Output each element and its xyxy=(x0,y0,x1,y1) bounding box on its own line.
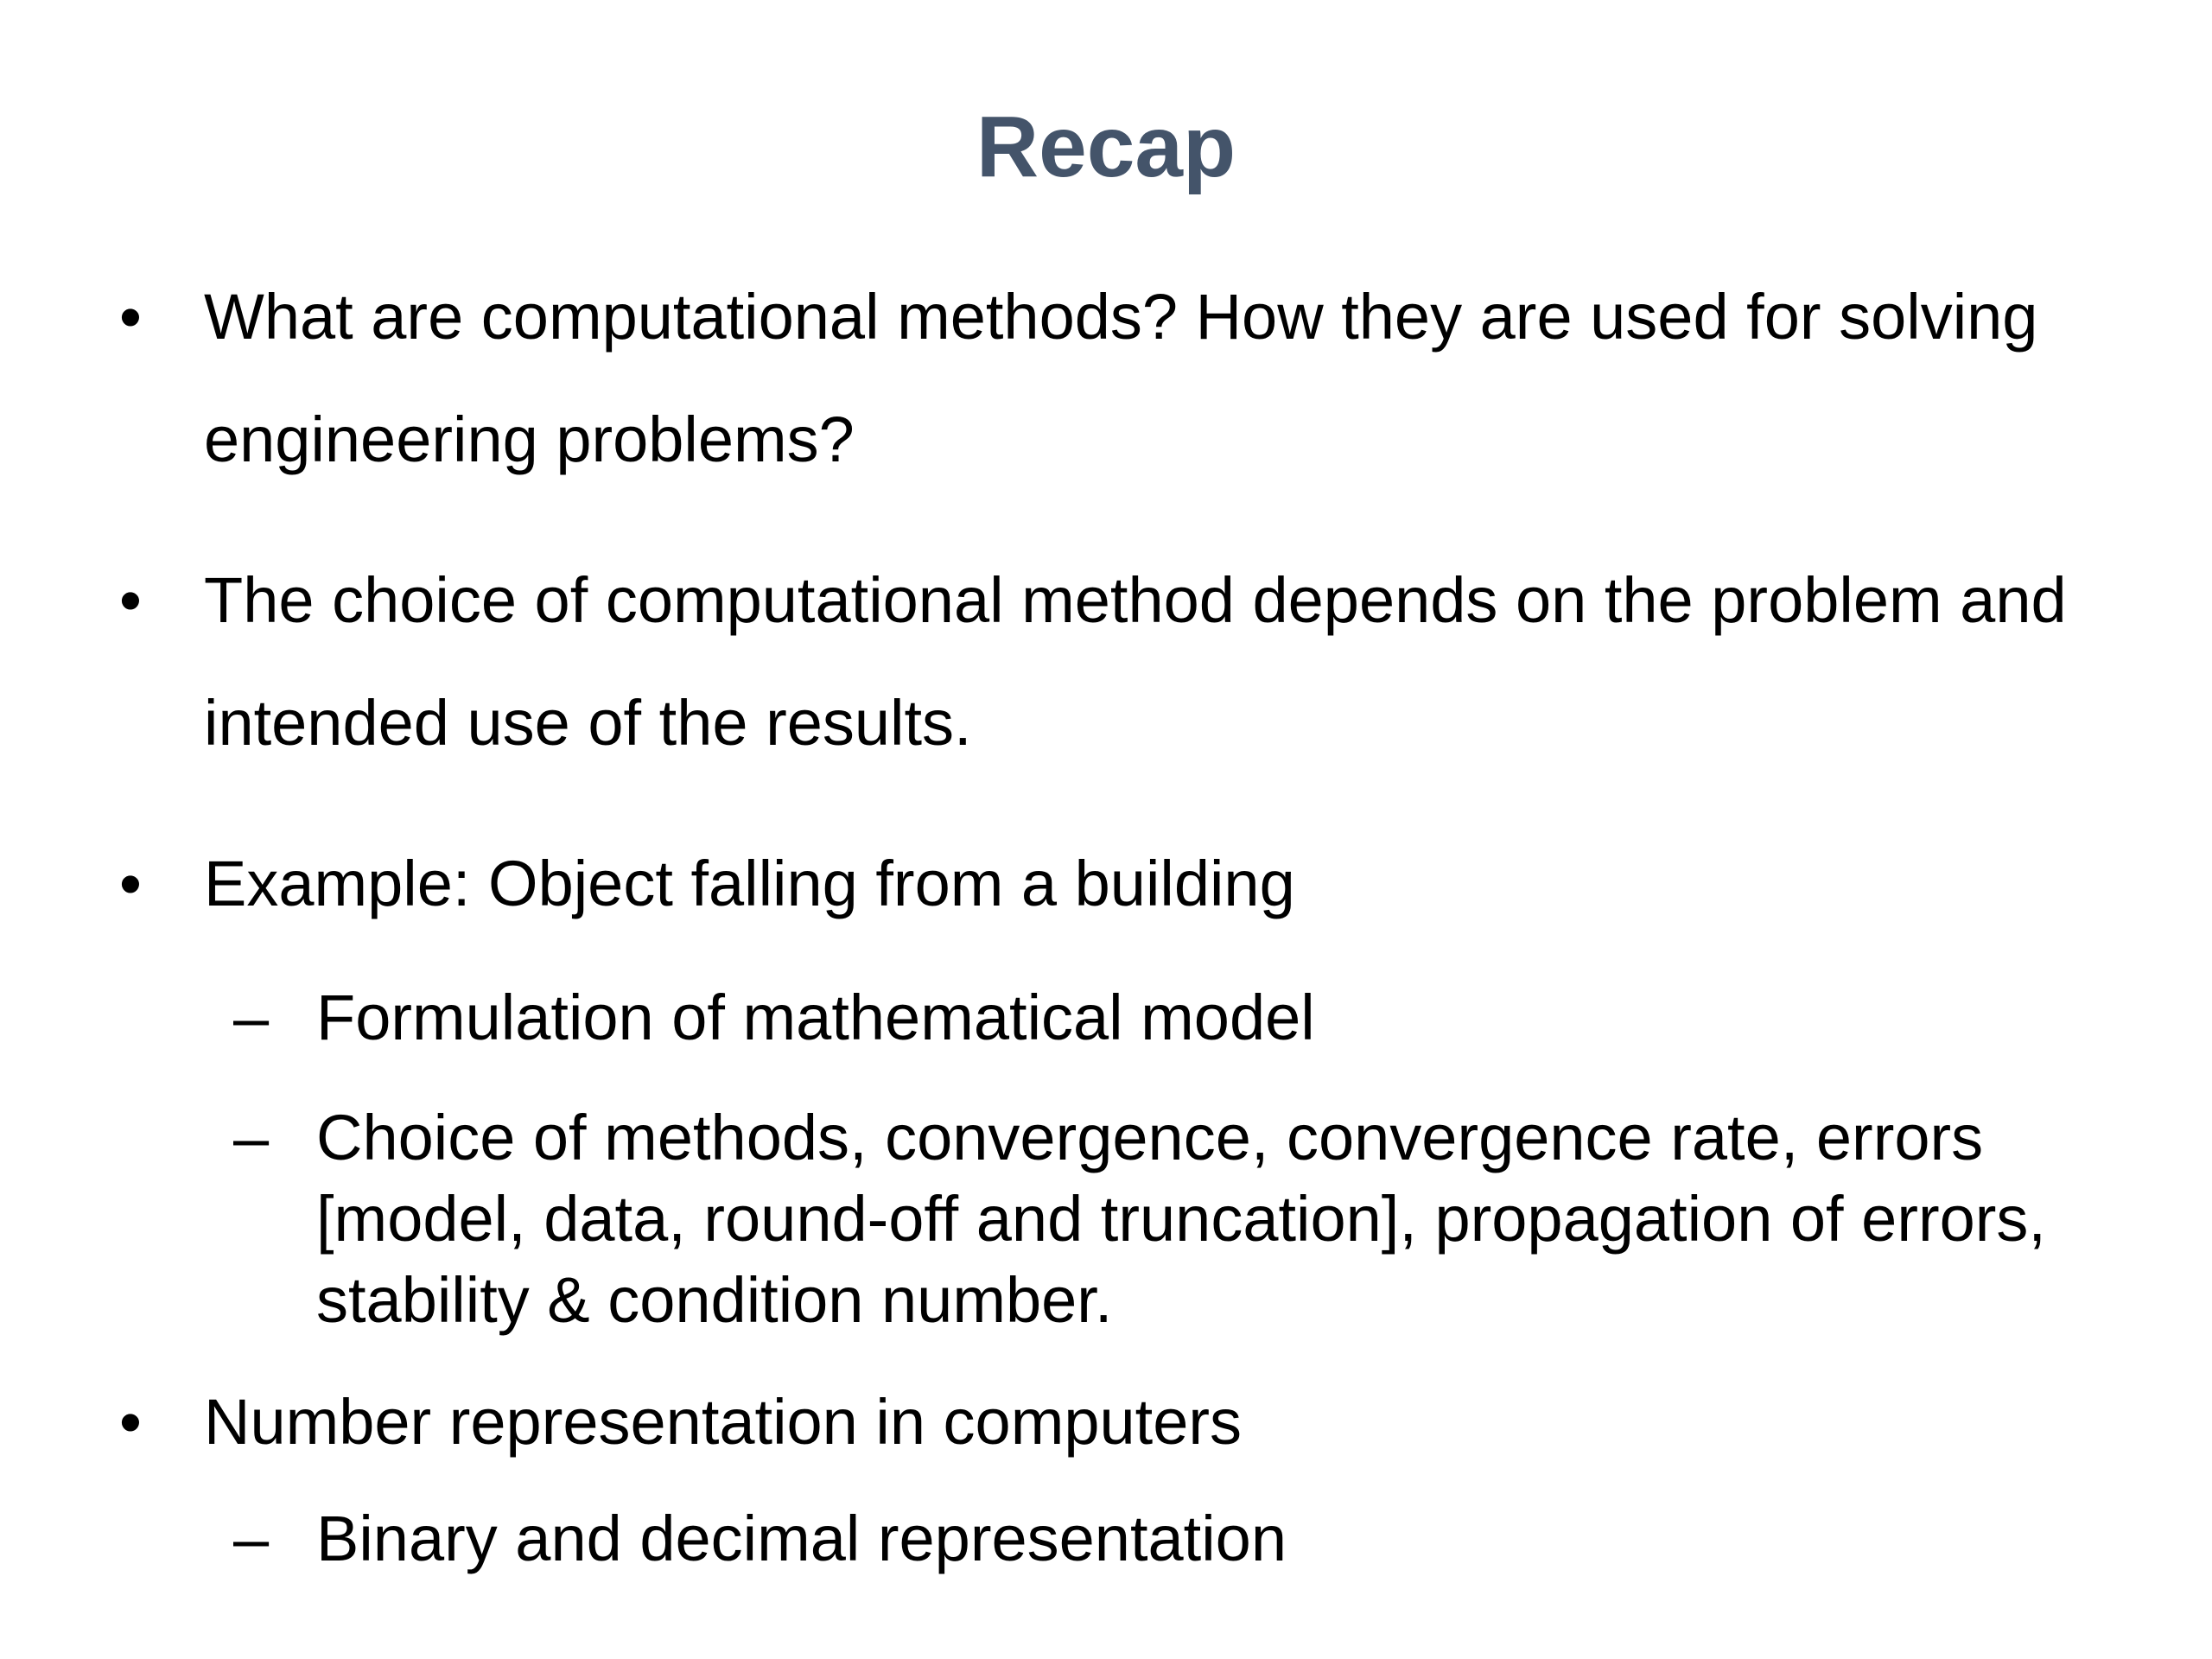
bullet-marker: • xyxy=(119,281,142,353)
sub-text: Formulation of mathematical model xyxy=(316,982,1315,1053)
sub-marker: – xyxy=(233,1503,270,1574)
bullet-text: Number representation in computers xyxy=(204,1386,1243,1458)
sub-text: Binary and decimal representation xyxy=(316,1503,1287,1574)
bullet-text: Example: Object falling from a building xyxy=(204,848,1295,919)
slide-title: Recap xyxy=(976,99,1236,195)
bullet-text: The choice of computational method depends on the problem and intended use of the results. xyxy=(204,564,2067,759)
sub-marker: – xyxy=(233,982,270,1053)
bullet-marker: • xyxy=(119,848,142,919)
bullet-text: What are computational methods? How they are used for solving engineering problems? xyxy=(204,281,2038,475)
sub-text: Choice of methods, convergence, convergence rate, errors [model, data, round-off and truncation], propagation of errors, stability & condition number. xyxy=(316,1102,2046,1336)
sub-marker: – xyxy=(233,1102,270,1173)
bullet-marker: • xyxy=(119,1386,142,1458)
bullet-marker: • xyxy=(119,564,142,636)
